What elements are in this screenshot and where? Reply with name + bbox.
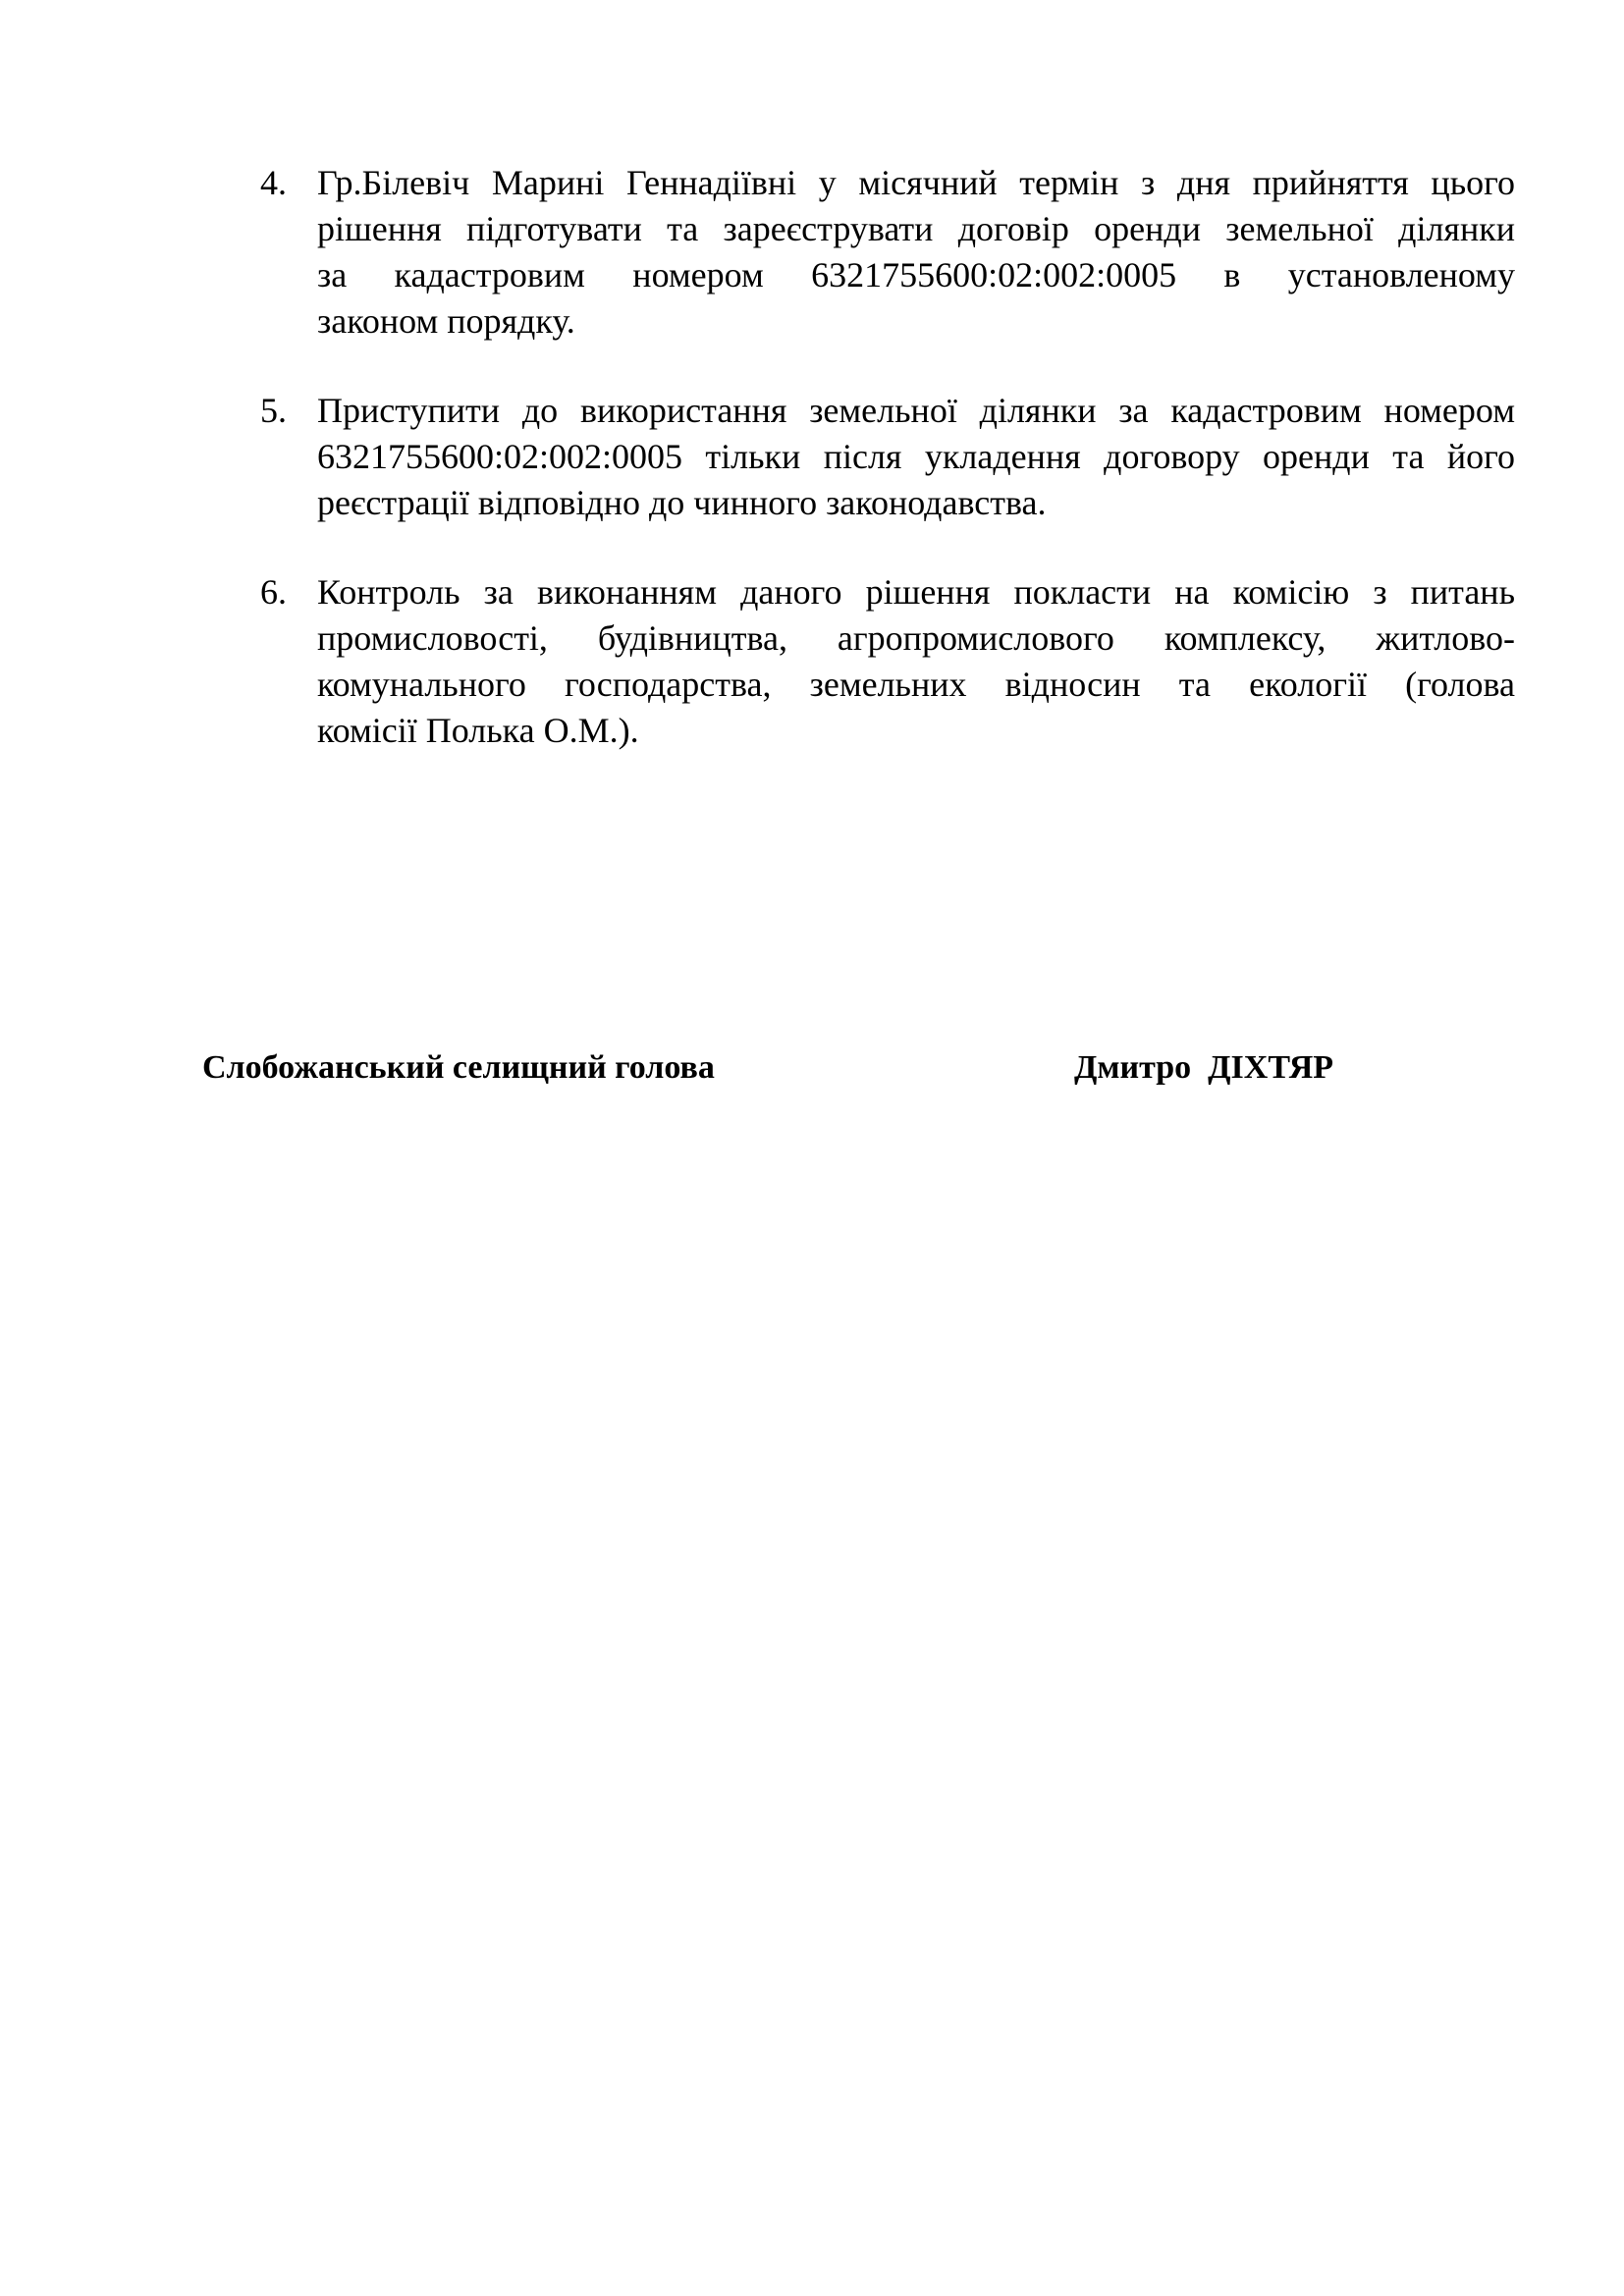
item-number: 4. <box>260 163 287 202</box>
item-line: промисловості, будівництва, агропромислового комплексу, житлово- <box>317 618 1515 658</box>
item-line: Приступити до використання земельної ділянки за кадастровим номером <box>317 391 1515 430</box>
item-line: 6321755600:02:002:0005 тільки після укладення договору оренди та його <box>317 437 1515 476</box>
signatory-name: Дмитро ДІХТЯР <box>1074 1049 1334 1086</box>
item-line: за кадастровим номером 6321755600:02:002:0005 в установленому <box>317 255 1515 294</box>
item-line: рішення підготувати та зареєструвати договір оренди земельної ділянки <box>317 209 1515 248</box>
item-text <box>317 569 1515 754</box>
item-line: законом порядку. <box>317 301 575 341</box>
item-line: комісії Полька О.М.). <box>317 711 639 750</box>
item-number: 6. <box>260 572 287 612</box>
item-line: комунального господарства, земельних відносин та екології (голова <box>317 665 1515 704</box>
item-text <box>317 388 1515 526</box>
decision-item-6 <box>260 569 1515 754</box>
item-line: Гр.Білевіч Марині Геннадіївні у місячний термін з дня прийняття цього <box>317 163 1515 202</box>
item-line: реєстрації відповідно до чинного законодавства. <box>317 483 1047 522</box>
signature-block <box>202 1043 1380 1093</box>
signatory-position: Слобожанський селищний голова <box>202 1049 715 1086</box>
decision-items-list <box>260 160 1515 797</box>
item-number: 5. <box>260 391 287 430</box>
item-text <box>317 160 1515 345</box>
decision-item-5 <box>260 388 1515 526</box>
decision-item-4 <box>260 160 1515 345</box>
item-line: Контроль за виконанням даного рішення покласти на комісію з питань <box>317 572 1515 612</box>
